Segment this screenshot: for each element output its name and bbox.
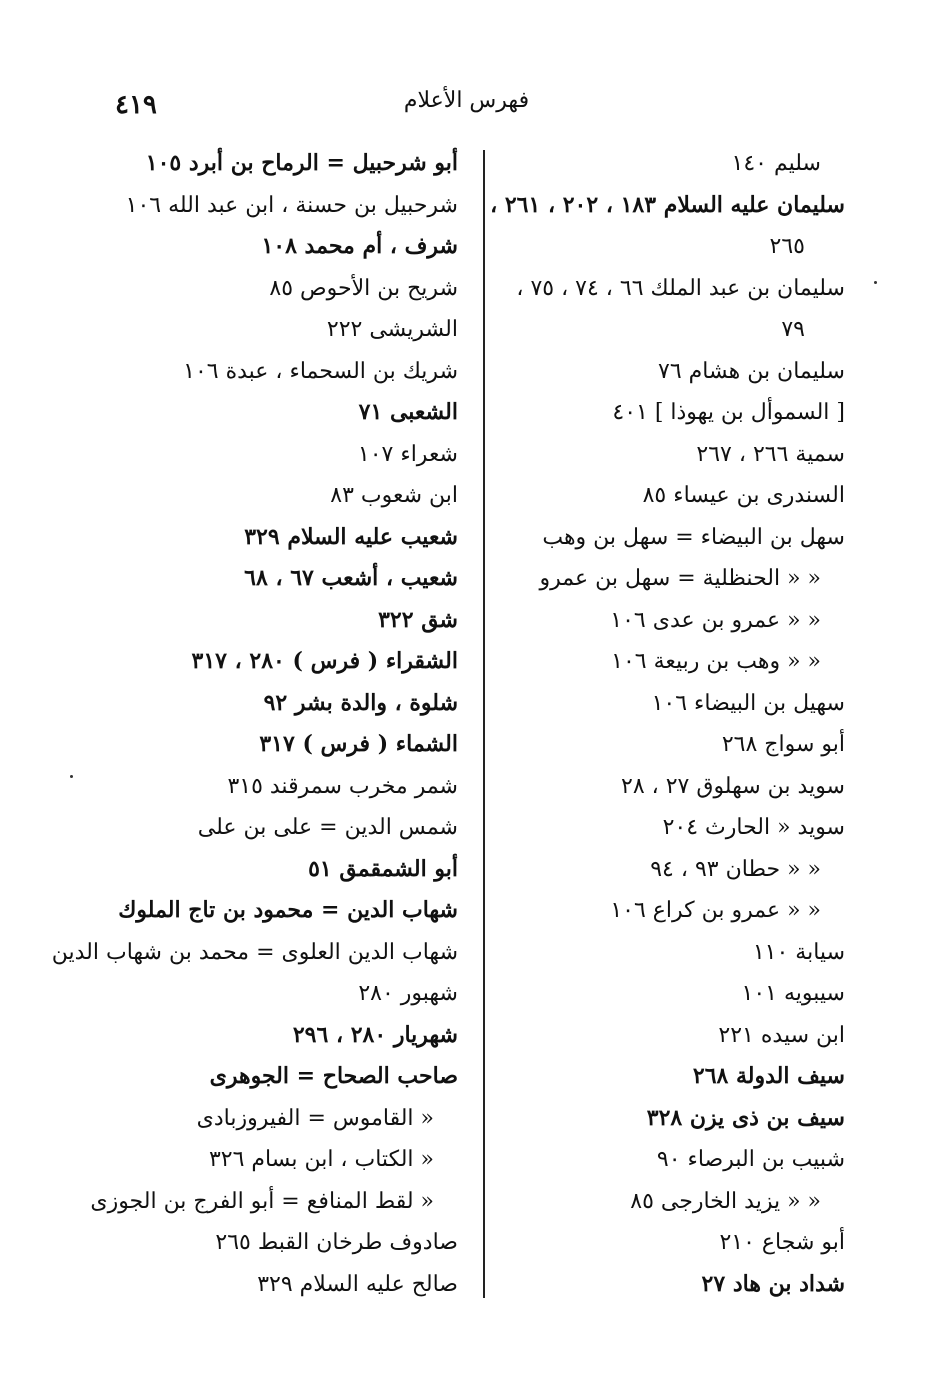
index-entry: « القاموس = الفيروزبادى	[196, 1105, 434, 1131]
column-divider	[483, 150, 485, 1298]
index-entry: « « الحنظلية = سهل بن عمرو	[539, 566, 821, 591]
index-entry: سيابة ١١٠	[752, 939, 845, 965]
index-entry: شعيب عليه السلام ٣٢٩	[244, 523, 458, 550]
index-entry: الشماء ( فرس ) ٣١٧	[259, 731, 458, 757]
index-entry: شهاب الدين = محمود بن تاج الملوك	[118, 897, 458, 923]
index-entry: « الكتاب ، ابن بسام ٣٢٦	[208, 1147, 434, 1172]
index-entry: سيف الدولة ٢٦٨	[692, 1063, 845, 1089]
index-entry: أبو سواج ٢٦٨	[721, 732, 845, 757]
index-entry: « « حطان ٩٣ ، ٩٤	[650, 856, 821, 882]
index-entry: شريح بن الأحوص ٨٥	[269, 275, 458, 301]
index-entry: أبو الشمقمق ٥١	[308, 855, 458, 882]
index-column-left	[51, 143, 458, 1305]
index-entry: ٢٦٥	[769, 234, 805, 259]
index-entry: « « عمرو بن كراع ١٠٦	[610, 898, 821, 923]
index-entry: شرف ، أم محمد ١٠٨	[261, 233, 458, 259]
index-entry: صاحب الصحاح = الجوهرى	[209, 1063, 458, 1089]
index-entry: « لقط المنافع = أبو الفرج بن الجوزى	[90, 1188, 434, 1214]
index-entry: « « عمرو بن عدى ١٠٦	[610, 607, 821, 633]
index-entry: سهل بن البيضاء = سهل بن وهب	[542, 524, 845, 550]
index-entry: صادوف طرخان القبط ٢٦٥	[215, 1230, 458, 1255]
index-entry: سليمان بن هشام ٧٦	[658, 358, 845, 384]
index-entry: سيف بن ذى يزن ٣٢٨	[646, 1104, 845, 1131]
index-entry: سمية ٢٦٦ ، ٢٦٧	[696, 441, 845, 467]
index-entry: « « وهب بن ربيعة ١٠٦	[611, 649, 821, 674]
ink-speck	[70, 775, 73, 778]
index-entry: شداد بن هاد ٢٧	[701, 1270, 845, 1297]
index-entry: سليم ١٤٠	[731, 151, 821, 176]
index-entry: [ السموأل بن يهوذا ] ٤٠١	[612, 400, 845, 425]
index-entry: شمر مخرب سمرقند ٣١٥	[227, 773, 458, 799]
index-entry: أبو شرحبيل = الرماح بن أبرد ١٠٥	[145, 150, 458, 176]
index-entry: الشريشى ٢٢٢	[326, 317, 458, 342]
index-entry: شمس الدين = على بن على	[197, 815, 458, 840]
index-entry: الشعبى ٧١	[358, 399, 458, 425]
index-entry: السندرى بن عيساء ٨٥	[642, 483, 845, 508]
index-entry: شريك بن السحماء ، عبدة ١٠٦	[183, 358, 458, 384]
index-entry: شعيب ، أشعب ٦٧ ، ٦٨	[244, 565, 458, 591]
running-title: فهرس الأعلام	[403, 88, 530, 113]
index-column-right	[485, 143, 845, 1305]
index-entry: شهريار ٢٨٠ ، ٢٩٦	[292, 1021, 458, 1048]
index-entry: شبيب بن البرصاء ٩٠	[656, 1147, 845, 1172]
index-entry: شرحبيل بن حسنة ، ابن عبد الله ١٠٦	[125, 192, 458, 218]
index-entry: سويد « الحارث ٢٠٤	[662, 815, 845, 840]
index-entry: شلوة ، والدة بشر ٩٢	[263, 689, 458, 716]
index-entry: ابن شعوب ٨٣	[330, 483, 458, 508]
index-entry: الشقراء ( فرس ) ٢٨٠ ، ٣١٧	[191, 648, 458, 674]
index-entry: شعراء ١٠٧	[357, 441, 458, 467]
index-entry: سليمان عليه السلام ١٨٣ ، ٢٠٢ ، ٢٦١ ،	[490, 191, 845, 218]
page-number: ٤١٩	[115, 90, 157, 120]
index-entry: سويد بن سهلوق ٢٧ ، ٢٨	[621, 773, 845, 799]
index-entry: شق ٣٢٢	[378, 606, 458, 633]
index-entry: سهيل بن البيضاء ١٠٦	[651, 690, 845, 716]
index-entry: سليمان بن عبد الملك ٦٦ ، ٧٤ ، ٧٥ ،	[516, 275, 845, 301]
index-entry: شهبور ٢٨٠	[358, 981, 458, 1006]
index-entry: ابن سيده ٢٢١	[718, 1022, 845, 1048]
index-entry: صالح عليه السلام ٣٢٩	[257, 1271, 458, 1297]
index-entry: ٧٩	[781, 317, 805, 342]
index-entry: أبو شجاع ٢١٠	[719, 1230, 845, 1255]
index-entry: شهاب الدين العلوى = محمد بن شهاب الدين	[51, 939, 458, 965]
ink-speck	[874, 281, 877, 284]
index-entry: سيبويه ١٠١	[741, 981, 845, 1006]
index-entry: « « يزيد الخارجى ٨٥	[630, 1188, 821, 1214]
